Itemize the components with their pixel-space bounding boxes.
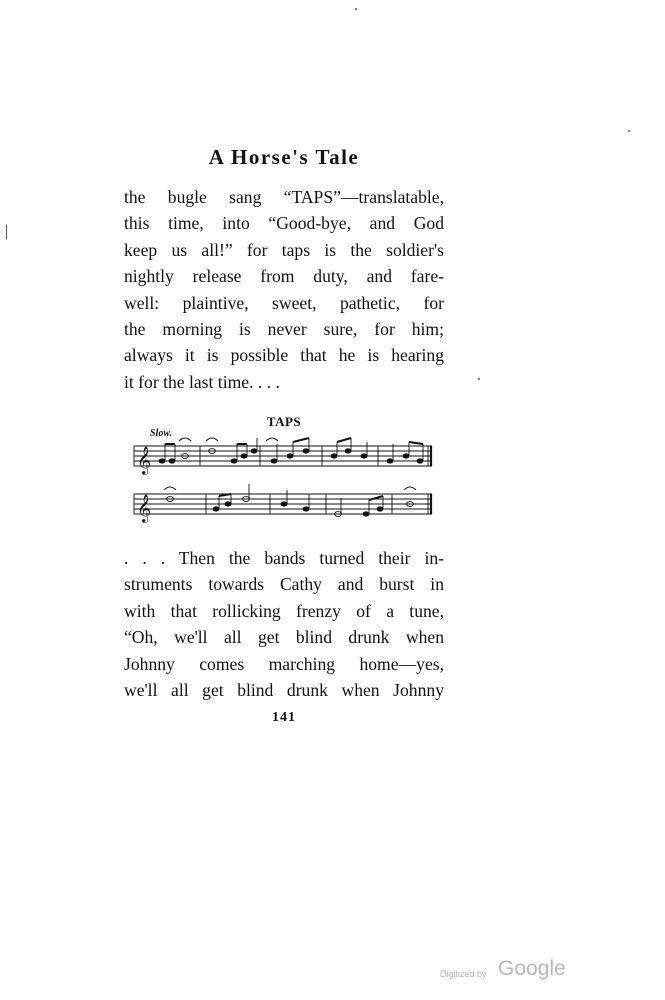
- text-line: the bugle sang “TAPS”—translatable,: [124, 187, 444, 207]
- paragraph-2: [124, 545, 444, 703]
- scan-speck: [628, 130, 630, 132]
- tempo-marking: Slow.: [150, 428, 173, 439]
- taps-score-image: [130, 436, 436, 528]
- text-line: this time, into “Good-bye, and God: [124, 213, 444, 234]
- music-title: TAPS: [266, 414, 302, 429]
- treble-clefs: [137, 446, 151, 523]
- scan-speck: [355, 8, 357, 10]
- scan-speck: [6, 225, 7, 239]
- text-line: with that rollicking frenzy of a tune,: [124, 600, 444, 621]
- svg-text:𝄞: 𝄞: [137, 446, 152, 474]
- text-line: always it is possible that he is hearing: [124, 345, 444, 366]
- text-line: . . . Then the bands turned their in-: [124, 548, 444, 568]
- text-line: Johnny comes marching home—yes,: [124, 653, 444, 674]
- scan-speck: [478, 378, 480, 380]
- paragraph-1: [124, 184, 444, 395]
- text-line: “Oh, we'll all get blind drunk when: [124, 627, 444, 648]
- svg-text:𝄞: 𝄞: [137, 494, 152, 522]
- text-line: we'll all get blind drunk when Johnny: [124, 680, 444, 701]
- text-line: nightly release from duty, and fare-: [124, 266, 444, 287]
- text-line: keep us all!” for taps is the soldier's: [124, 239, 444, 260]
- text-line: the morning is never sure, for him;: [124, 319, 444, 340]
- running-head: A Horse's Tale: [208, 145, 360, 169]
- google-watermark: [440, 957, 590, 983]
- page-number: 141: [272, 710, 296, 725]
- text-line: well: plaintive, sweet, pathetic, for: [124, 292, 444, 313]
- notes: [159, 438, 423, 516]
- watermark-small-text: Digitized by: [440, 969, 487, 979]
- staff-1: [134, 446, 432, 466]
- text-line: struments towards Cathy and burst in: [124, 574, 444, 595]
- watermark-logo-text: Google: [498, 957, 566, 980]
- text-line: it for the last time. . . .: [124, 371, 280, 392]
